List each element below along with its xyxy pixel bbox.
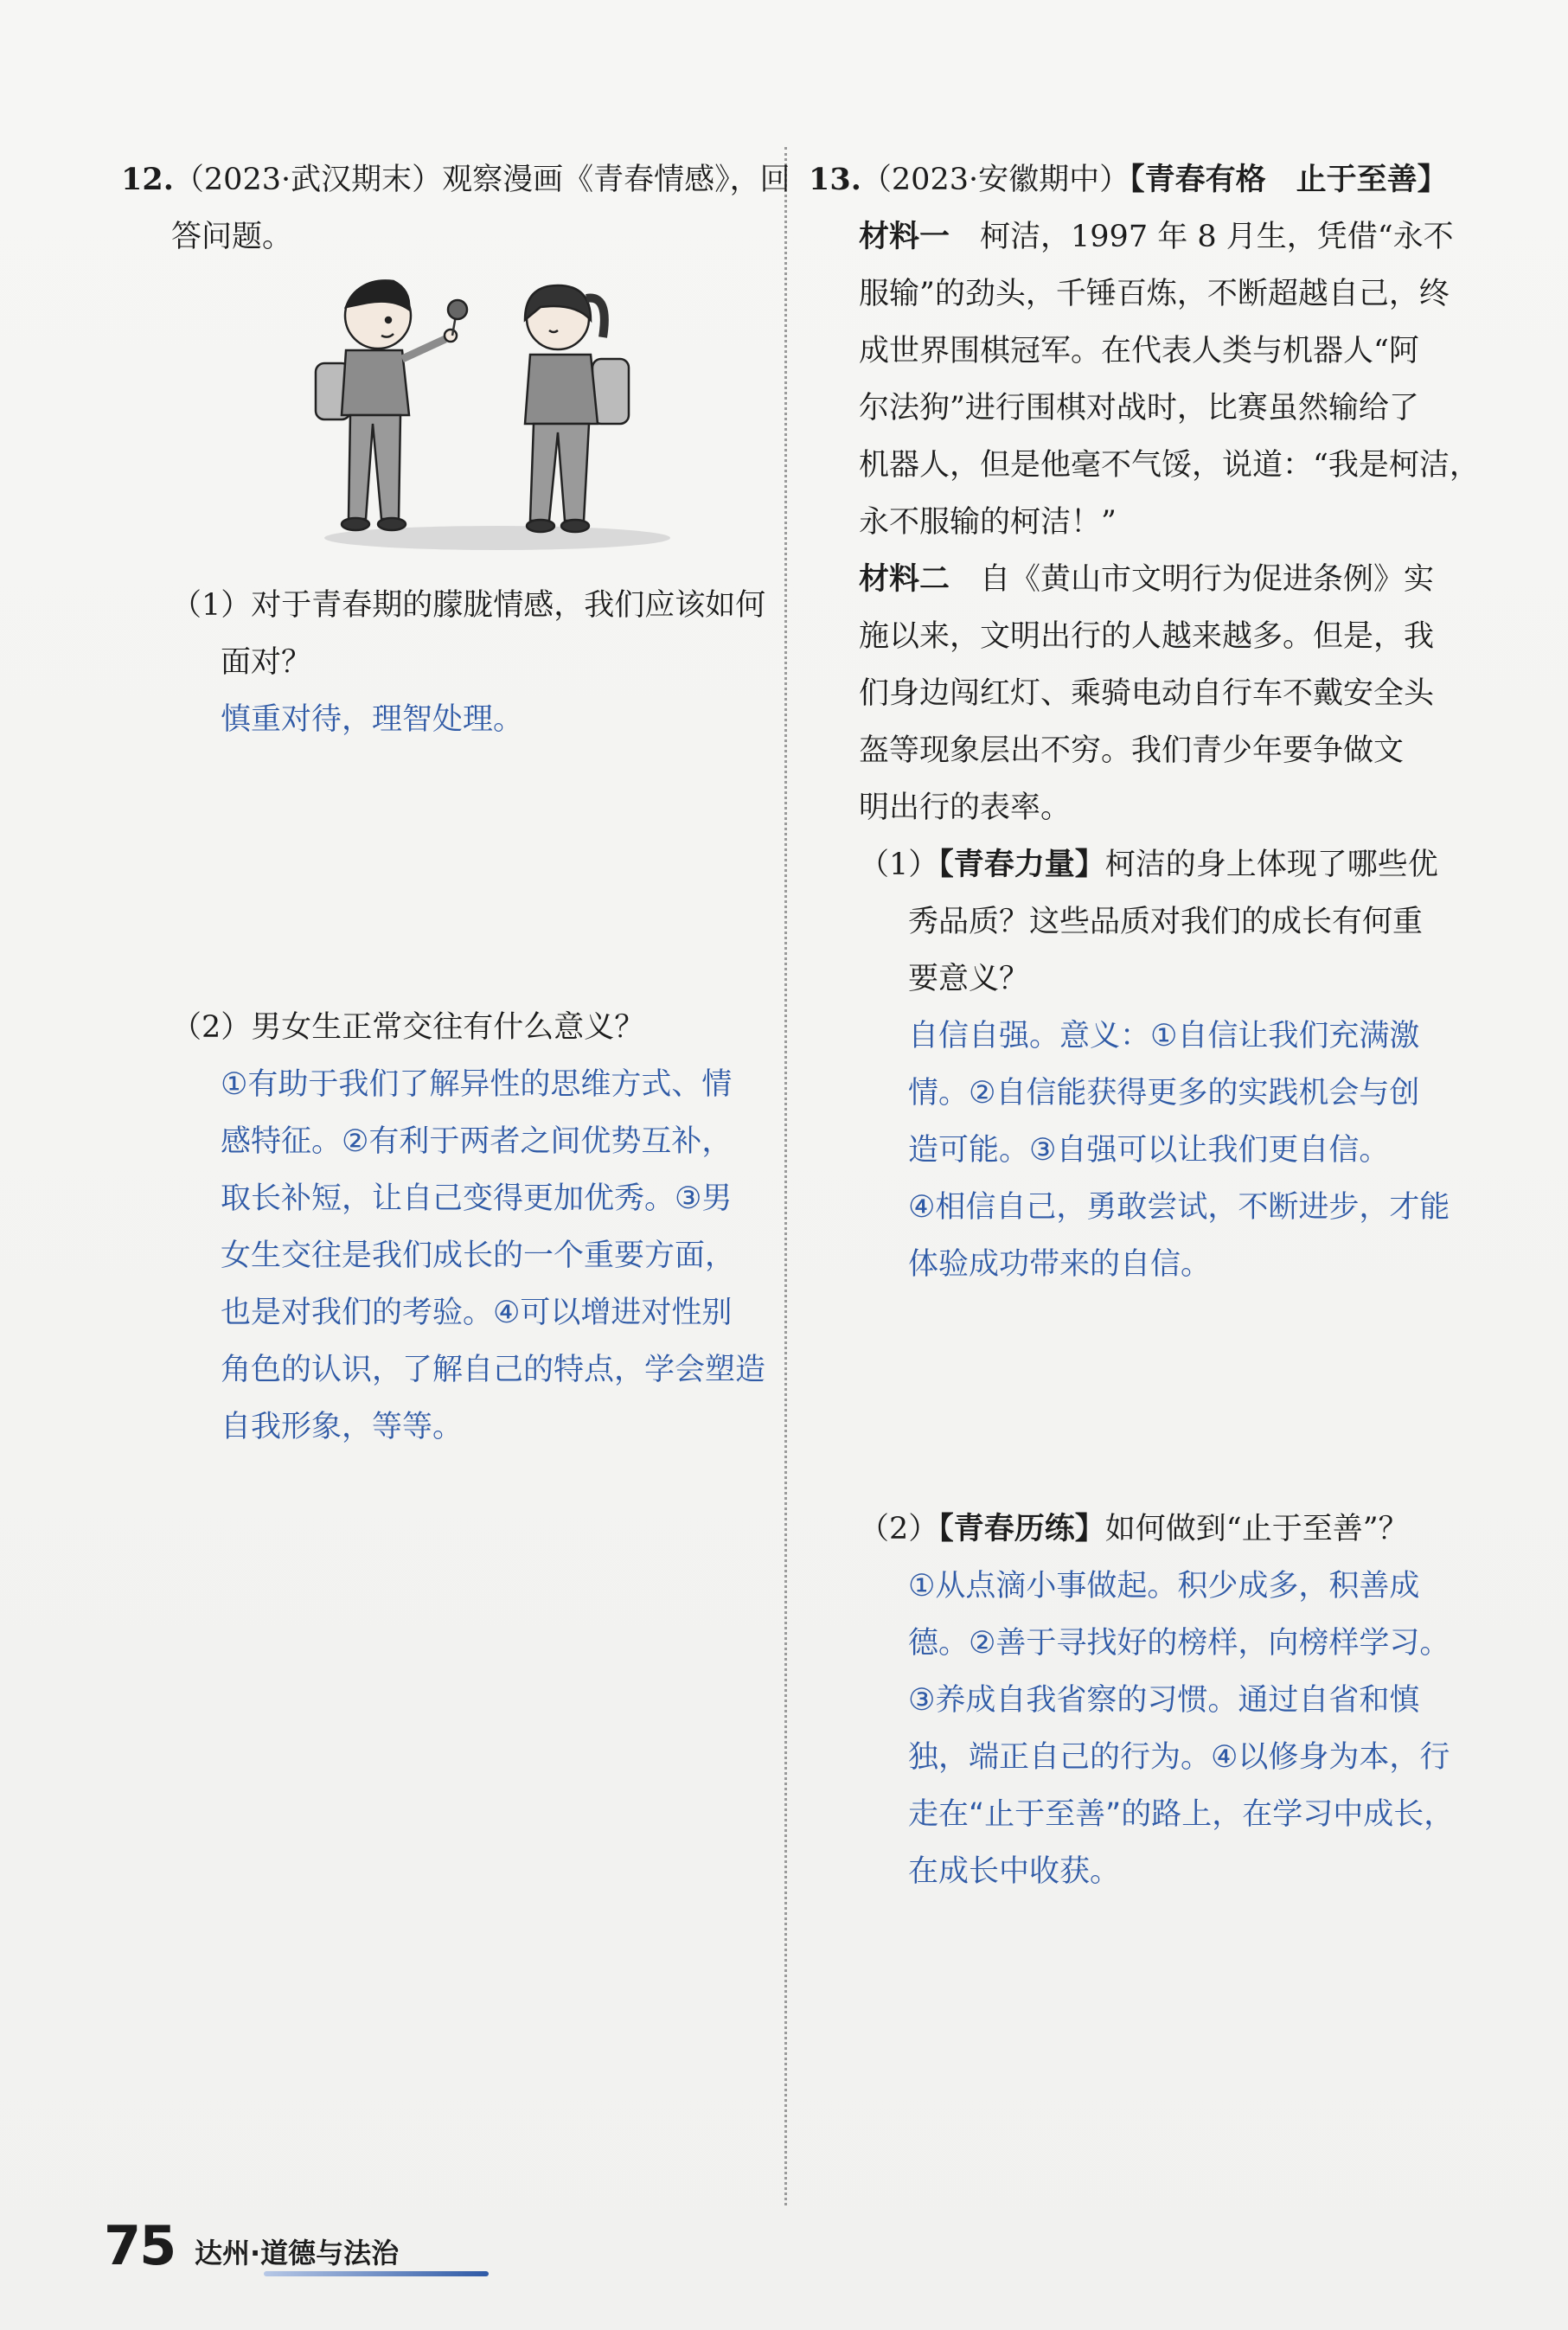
- material-one-line: 机器人，但是他毫不气馁，说道：“我是柯洁，: [859, 448, 1480, 483]
- material-one-text: 柯洁，1997 年 8 月生，凭借“永不: [950, 220, 1454, 254]
- title-underline: [264, 2271, 489, 2276]
- q13-sub1-line2: 秀品质？这些品质对我们的成长有何重: [908, 905, 1424, 939]
- q13-answer2-line: 德。②善于寻找好的榜样，向榜样学习。: [908, 1626, 1450, 1661]
- material-two-line: 施以来，文明出行的人越来越多。但是，我: [859, 619, 1435, 654]
- q13-sub2-text: 如何做到“止于至善”？: [1104, 1512, 1409, 1546]
- material-one-line: 永不服输的柯洁！”: [859, 505, 1117, 540]
- q13-answer1-line: ④相信自己，勇敢尝试，不断进步，才能: [908, 1190, 1450, 1225]
- q13-number: 13.: [809, 162, 861, 197]
- q13-sub2-prefix: （2）: [859, 1512, 939, 1546]
- material-one-line: [809, 208, 1466, 266]
- material-one: [809, 208, 1480, 551]
- q13-answer2-line: 独，端正自己的行为。④以修身为本，行: [908, 1740, 1450, 1775]
- q13-sub2: [809, 1501, 1466, 1558]
- column-divider: [784, 147, 787, 2205]
- material-two-line: 盔等现象层出不穷。我们青少年要争做文: [859, 733, 1405, 768]
- q12-answer2-line: 自我形象，等等。: [221, 1410, 464, 1444]
- q12-sub1-line2: 面对？: [221, 645, 312, 680]
- q13-answer2-line: 走在“止于至善”的路上，在学习中成长，: [908, 1797, 1455, 1832]
- book-title: 达州·道德与法治: [195, 2237, 400, 2269]
- q12-answer2-line: 取长补短，让自己变得更加优秀。③男: [221, 1181, 733, 1216]
- q13-answer2-line: ③养成自我省察的习惯。通过自省和慎: [908, 1683, 1420, 1718]
- q12-stem-line1: [121, 151, 790, 208]
- q13-answer1-line: 自信自强。意义：①自信让我们充满激: [908, 1019, 1420, 1053]
- material-one-line: 尔法狗”进行围棋对战时，比赛虽然输给了: [859, 391, 1419, 426]
- material-two-line: [809, 551, 1466, 608]
- q13-sub1-tag: 【青春力量】: [938, 848, 1105, 882]
- q13-sub2-tag: 【青春历练】: [938, 1512, 1105, 1546]
- answer-space: [121, 748, 761, 999]
- q13-stem-tag: 【青春有格 止于至善】: [1130, 163, 1448, 197]
- material-two-line: 们身边闯红灯、乘骑电动自行车不戴安全头: [859, 676, 1435, 711]
- material-two-line: 明出行的表率。: [859, 791, 1072, 825]
- q12-answer2-line: 女生交往是我们成长的一个重要方面，: [221, 1239, 736, 1273]
- material-two-label: 材料二: [859, 562, 950, 597]
- q12-answer2-line: 也是对我们的考验。④可以增进对性别: [221, 1296, 733, 1330]
- q13-stem: [809, 151, 1466, 208]
- q12-answer2-line: 角色的认识，了解自己的特点，学会塑造: [221, 1353, 766, 1387]
- q13-sub1-text: 柯洁的身上体现了哪些优: [1104, 848, 1438, 882]
- girl-figure: [525, 285, 629, 532]
- material-two-text: 自《黄山市文明行为促进条例》实: [950, 562, 1435, 597]
- q12-answer1: 慎重对待，理智处理。: [221, 702, 524, 737]
- q13-sub1-prefix: （1）: [859, 848, 939, 882]
- q12-sub1-line1: （1）对于青春期的朦胧情感，我们应该如何: [171, 588, 766, 623]
- material-one-line: 成世界围棋冠军。在代表人类与机器人“阿: [859, 334, 1419, 368]
- q13-answer2-line: ①从点滴小事做起。积少成多，积善成: [908, 1569, 1420, 1603]
- q12-answer2-line: ①有助于我们了解异性的思维方式、情: [221, 1067, 733, 1102]
- q12-sub2: （2）男女生正常交往有什么意义？: [171, 1010, 645, 1045]
- q12-stem-line2: 答问题。: [171, 220, 293, 254]
- material-two: [809, 551, 1466, 836]
- material-one-label: 材料一: [859, 220, 950, 254]
- q13-sub1-line3: 要意义？: [908, 962, 1030, 996]
- q13-sub1-line1: [809, 836, 1466, 893]
- q13-answer1-line: 情。②自信能获得更多的实践机会与创: [908, 1076, 1420, 1111]
- boy-figure: [316, 280, 467, 530]
- q12-stem-text: （2023·武汉期末）观察漫画《青春情感》，回: [173, 163, 790, 197]
- q13-answer1: [809, 1008, 1466, 1293]
- page-number: 75: [104, 2214, 176, 2277]
- q12-answer2: [121, 1056, 766, 1456]
- answer-space: [809, 1293, 1466, 1501]
- q13-answer2: [809, 1558, 1466, 1900]
- q13-answer1-line: 体验成功带来的自信。: [908, 1247, 1212, 1282]
- q13-answer2-line: 在成长中收获。: [908, 1854, 1121, 1889]
- cartoon-youth-emotion-illustration: [298, 268, 748, 558]
- material-one-line: 服输”的劲头，千锤百炼，不断超越自己，终: [859, 277, 1450, 311]
- q13-answer1-line: 造可能。③自强可以让我们更自信。: [908, 1133, 1390, 1168]
- question-13: [809, 151, 1480, 1900]
- q13-stem-prefix: （2023·安徽期中）: [861, 163, 1130, 197]
- q12-number: 12.: [121, 162, 174, 197]
- q12-answer2-line: 感特征。②有利于两者之间优势互补，: [221, 1124, 733, 1159]
